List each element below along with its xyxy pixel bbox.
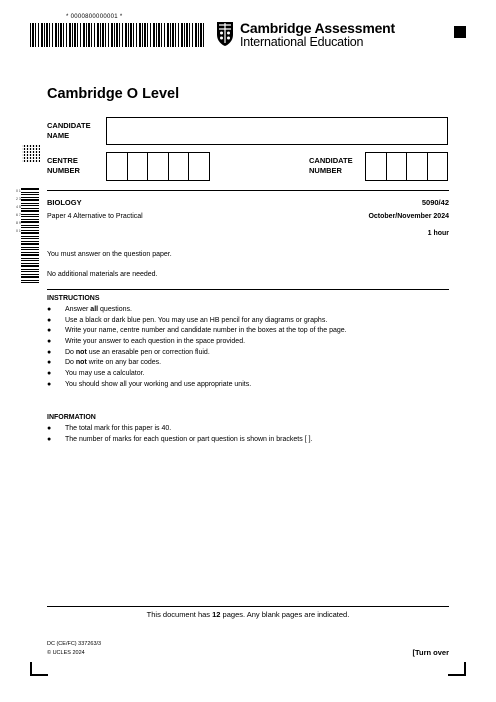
rule-footer xyxy=(47,606,449,607)
rule-top xyxy=(47,190,449,191)
crop-mark-bl-h xyxy=(30,674,48,676)
candidate-name-field[interactable] xyxy=(106,117,448,145)
list-item: ● Do not use an erasable pen or correction fluid. xyxy=(47,348,347,359)
information-heading: INFORMATION xyxy=(47,414,96,421)
bullet-icon: ● xyxy=(47,348,52,356)
candidate-number-field[interactable] xyxy=(365,152,448,181)
copyright: © UCLES 2024 xyxy=(47,650,85,656)
centre-digit-box[interactable] xyxy=(169,153,190,180)
instructions-heading: INSTRUCTIONS xyxy=(47,295,100,302)
list-item: ● The number of marks for each question or part question is shown in brackets [ ]. xyxy=(47,435,312,446)
logo-title: Cambridge Assessment xyxy=(240,20,395,36)
crop-mark-br-h xyxy=(448,674,466,676)
centre-number-field[interactable] xyxy=(106,152,210,181)
candidate-number-label-2: NUMBER xyxy=(309,166,342,175)
bullet-icon: ● xyxy=(47,425,52,432)
instructions-list xyxy=(47,305,347,391)
materials-note: No additional materials are needed. xyxy=(47,271,158,278)
list-item: ● You should show all your working and use appropriate units. xyxy=(47,380,347,391)
bullet-icon: ● xyxy=(47,359,52,367)
page-count-note: This document has 12 pages. Any blank pages are indicated. xyxy=(146,610,350,619)
candidate-name-label: CANDIDATE xyxy=(47,121,91,130)
bullet-icon: ● xyxy=(47,370,52,378)
list-item: ● Do not write on any bar codes. xyxy=(47,358,347,369)
candidate-digit-box[interactable] xyxy=(387,153,408,180)
rule-instructions xyxy=(47,289,449,290)
logo-subtitle: International Education xyxy=(240,35,364,49)
bullet-icon: ● xyxy=(47,316,52,324)
centre-digit-box[interactable] xyxy=(128,153,149,180)
centre-digit-box[interactable] xyxy=(189,153,209,180)
centre-number-label: CENTRE xyxy=(47,156,78,165)
subject-name: BIOLOGY xyxy=(47,198,82,207)
paper-title: Paper 4 Alternative to Practical xyxy=(47,213,143,220)
syllabus-code: 5090/42 xyxy=(421,198,449,207)
list-item: ● The total mark for this paper is 40. xyxy=(47,424,312,435)
candidate-digit-box[interactable] xyxy=(366,153,387,180)
exam-duration: 1 hour xyxy=(427,230,449,237)
list-item: ● Write your name, centre number and candidate number in the boxes at the top of the page. xyxy=(47,326,347,337)
qualification-title: Cambridge O Level xyxy=(47,86,180,102)
side-barcode xyxy=(21,187,39,283)
header-barcode xyxy=(30,23,204,47)
side-barcode-digits: 0 1 2 3 4 5 6 7 8 9 0 1 xyxy=(16,189,21,233)
bullet-icon: ● xyxy=(47,338,52,346)
centre-number-label-2: NUMBER xyxy=(47,166,80,175)
cambridge-shield-icon xyxy=(216,21,234,47)
candidate-digit-box[interactable] xyxy=(428,153,448,180)
centre-digit-box[interactable] xyxy=(107,153,128,180)
barcode-number: * 0000800000001 * xyxy=(66,14,123,20)
candidate-number-label: CANDIDATE xyxy=(309,156,353,165)
corner-mark xyxy=(454,26,466,38)
qr-code-icon xyxy=(22,144,40,162)
information-list xyxy=(47,424,312,445)
bullet-icon: ● xyxy=(47,435,52,443)
answer-note: You must answer on the question paper. xyxy=(47,251,172,258)
document-code: DC (CE/FC) 337263/3 xyxy=(47,641,102,647)
candidate-name-label-2: NAME xyxy=(47,131,70,140)
list-item: ● Answer all questions. xyxy=(47,305,347,316)
list-item: ● Write your answer to each question in the space provided. xyxy=(47,337,347,348)
bullet-icon: ● xyxy=(47,306,52,313)
list-item: ● Use a black or dark blue pen. You may use an HB pencil for any diagrams or graphs. xyxy=(47,316,347,327)
centre-digit-box[interactable] xyxy=(148,153,169,180)
bullet-icon: ● xyxy=(47,380,52,388)
turn-over: [Turn over xyxy=(412,648,449,657)
candidate-digit-box[interactable] xyxy=(407,153,428,180)
exam-session: October/November 2024 xyxy=(368,213,449,220)
list-item: ● You may use a calculator. xyxy=(47,369,347,380)
bullet-icon: ● xyxy=(47,327,52,335)
